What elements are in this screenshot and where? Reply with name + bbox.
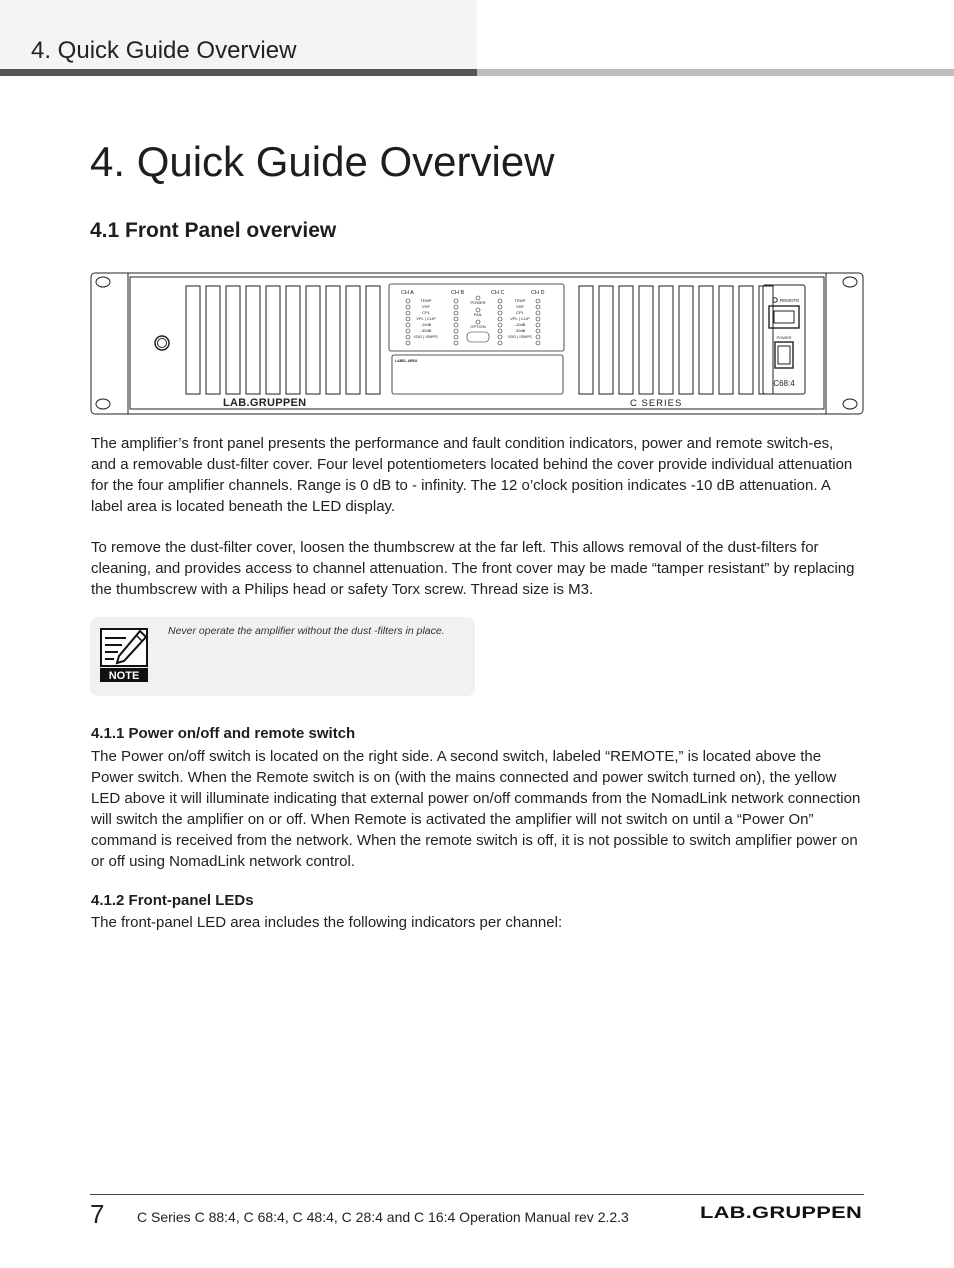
led-label-option: OPTION (470, 324, 486, 329)
header-rule-light (477, 69, 954, 76)
note-pencil-icon (100, 628, 148, 682)
series-label: C SERIES (630, 398, 683, 409)
front-panel-illustration (90, 271, 864, 416)
remote-label: REMOTE (780, 298, 800, 303)
section-title: 4.1 Front Panel overview (90, 219, 337, 242)
subsection-title-leds: 4.1.2 Front-panel LEDs (91, 892, 254, 909)
led-label-minus10: -10dB (420, 322, 432, 327)
led-label-cpl: CPL (422, 310, 430, 315)
header-title: 4. Quick Guide Overview (31, 37, 297, 64)
page-title: 4. Quick Guide Overview (90, 138, 555, 185)
note-label: NOTE (108, 670, 140, 682)
ch-d-label: CH D (531, 290, 545, 296)
led-label-temp: TEMP (420, 298, 432, 303)
page-number: 7 (90, 1199, 105, 1229)
ch-a-label: CH A (401, 290, 414, 296)
ch-c-label: CH C (491, 290, 505, 296)
led-label-power: POWER (470, 300, 486, 305)
label-area-text: LABEL AREA (395, 359, 418, 363)
subsection-title-power: 4.1.1 Power on/off and remote switch (91, 725, 356, 742)
footer-rule (90, 1194, 864, 1195)
led-label-vhf: VHF (422, 304, 430, 309)
led-label-vpl-clip-2: VPL | CLIP (510, 316, 530, 321)
paragraph-power-switch: The Power on/off switch is located on the right side. A second switch, labeled “REMOTE,” is located above the Power switch. When the Remote switch is on (with the mains connected and power switch turned on), the yellow LED above it will illuminate indicating that external power on/off commands from the NomadLink network connection will switch the amplifier on or off. When Remote is activated the amplifier will not switch on until a “Power On” command is received from the network. When the remote switch is off, it is not possible to switch amplifier power on or off using NomadLink network control. (91, 748, 861, 870)
footer-manual-title: C Series C 88:4, C 68:4, C 48:4, C 28:4 and C 16:4 Operation Manual rev 2.2.3 (137, 1209, 629, 1225)
ch-b-label: CH B (451, 290, 465, 296)
led-label-cpl-2: CPL (516, 310, 524, 315)
led-label-minus30-2: -30dB (514, 328, 526, 333)
led-label-isig: ISIG | ISMPS (414, 334, 438, 339)
led-label-minus30: -30dB (420, 328, 432, 333)
paragraph-dust-filter: To remove the dust-filter cover, loosen the thumbscrew at the far left. This allows removal of the dust-filters for cleaning, and provides access to channel attenuation. The front cover may be made “tamper resistant” by replacing the thumbscrew with a Philips head or safety Torx screw. Thread size is M3. (91, 539, 855, 598)
model-label: C68:4 (773, 379, 795, 388)
led-label-fail: FAIL (473, 312, 483, 317)
led-label-vhf-2: VHF (516, 304, 524, 309)
paragraph-front-panel: The amplifier’s front panel presents the performance and fault condition indicators, power and remote switch-es, and a removable dust-filter cover. Four level potentiometers located behind the cover provide individual attenuation for the four amplifier channels. Range is 0 dB to - infinity. The 12 o’clock position indicates -10 dB attenuation. A label area is located beneath the LED display. (91, 435, 853, 515)
led-label-vpl-clip: VPL | CLIP (416, 316, 436, 321)
note-box (90, 617, 475, 696)
header-rule-dark (0, 69, 477, 76)
led-label-isig-2: ISIG | ISMPS (508, 334, 532, 339)
footer-brand-logo (700, 1202, 863, 1222)
led-label-temp-2: TEMP (514, 298, 526, 303)
footer-brand-text: LAB.GRUPPEN (700, 1203, 862, 1222)
power-label: POWER (776, 335, 792, 340)
led-label-minus10-2: -10dB (514, 322, 526, 327)
note-text: Never operate the amplifier without the dust -filters in place. (168, 625, 445, 637)
panel-brand-logo: LAB.GRUPPEN (223, 397, 307, 409)
paragraph-leds: The front-panel LED area includes the following indicators per channel: (91, 914, 563, 931)
